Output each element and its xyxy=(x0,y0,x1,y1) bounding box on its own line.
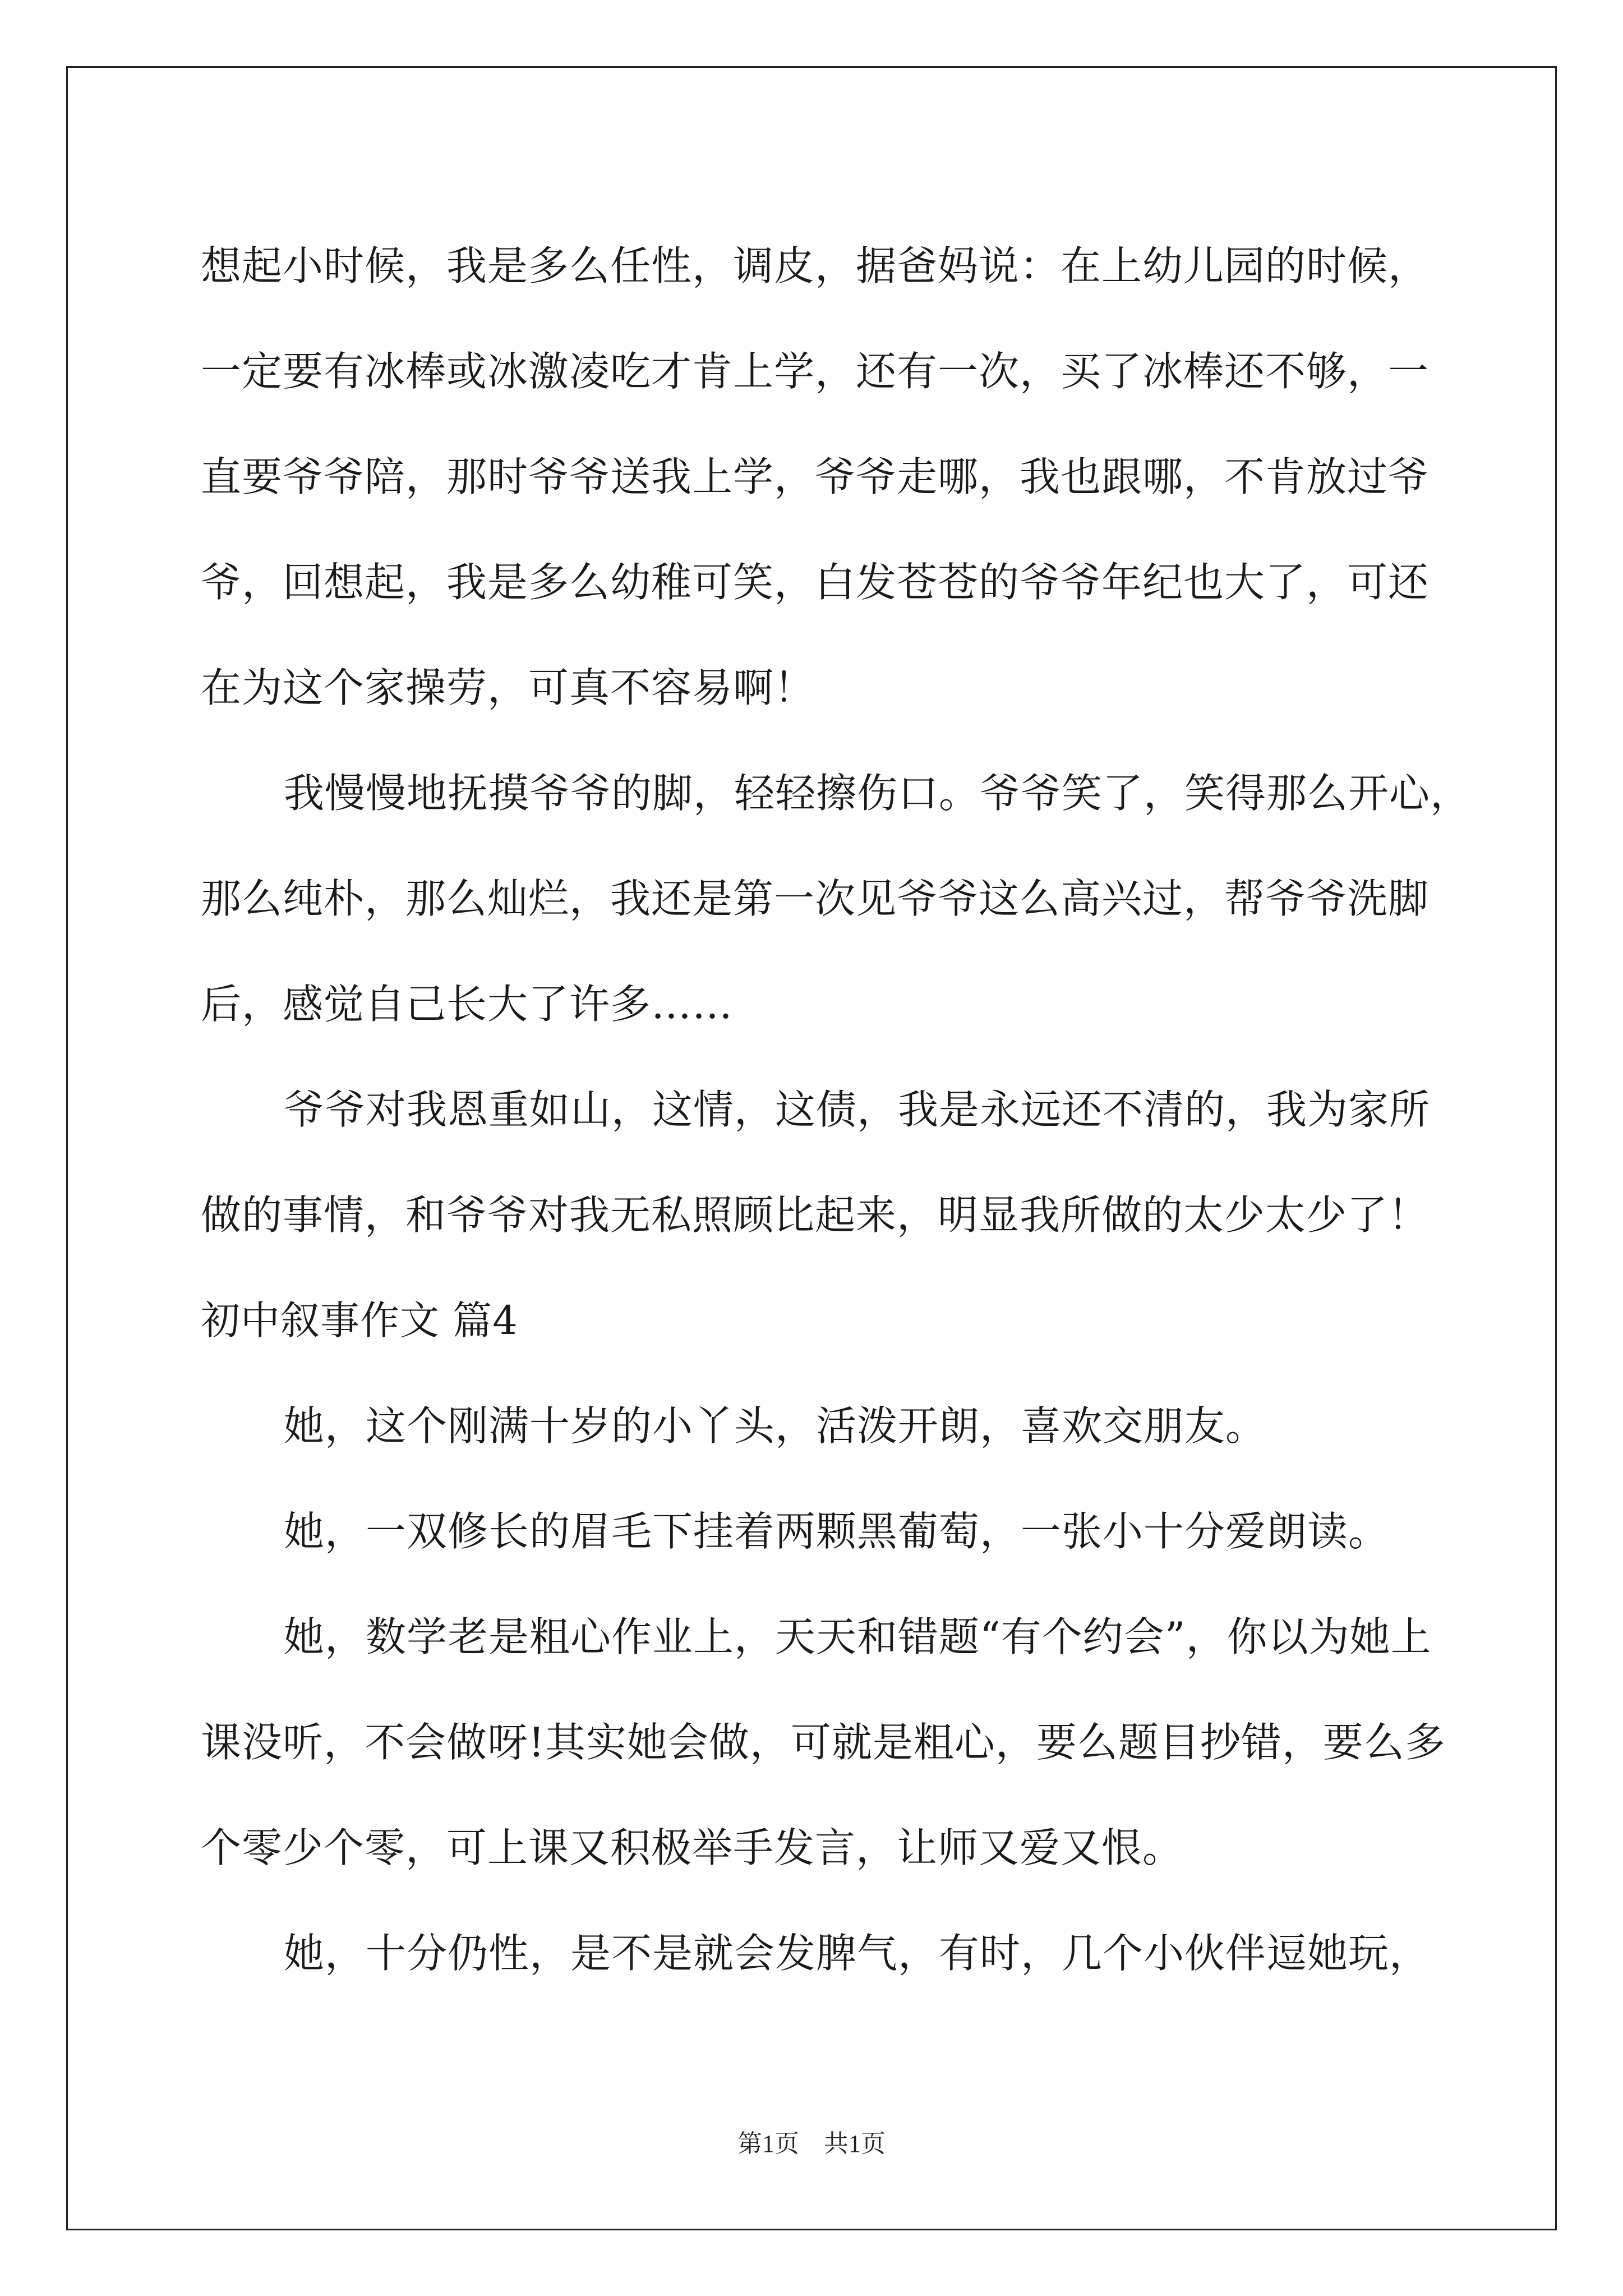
text-line: 个零少个零，可上课又积极举手发言，让师又爱又恨。 xyxy=(201,1824,1184,1871)
text-line: 她，十分仍性，是不是就会发脾气，有时，几个小伙伴逗她玩， xyxy=(284,1930,1431,1977)
section-heading: 初中叙事作文 篇4 xyxy=(201,1297,518,1343)
text-line: 那么纯朴，那么灿烂，我还是第一次见爷爷这么高兴过，帮爷爷洗脚 xyxy=(201,875,1430,922)
text-line: 我慢慢地抚摸爷爷的脚，轻轻擦伤口。爷爷笑了，笑得那么开心， xyxy=(284,770,1472,817)
document-body xyxy=(201,213,1478,2006)
text-line: 做的事情，和爷爷对我无私照顾比起来，明显我所做的太少太少了！ xyxy=(201,1191,1430,1239)
text-line: 爷，回想起，我是多么幼稚可笑，白发苍苍的爷爷年纪也大了，可还 xyxy=(201,559,1430,606)
text-line: 课没听，不会做呀!其实她会做，可就是粗心，要么题目抄错，要么多 xyxy=(201,1719,1446,1766)
text-line: 想起小时候，我是多么任性，调皮，据爸妈说：在上幼儿园的时候， xyxy=(201,242,1430,289)
text-line: 后，感觉自己长大了许多…… xyxy=(201,981,734,1028)
text-line: 爷爷对我恩重如山，这情，这债，我是永远还不清的，我为家所 xyxy=(284,1086,1431,1133)
text-line: 她，一双修长的眉毛下挂着两颗黑葡萄，一张小十分爱朗读。 xyxy=(284,1508,1390,1555)
text-line: 她，这个刚满十岁的小丫头，活泼开朗，喜欢交朋友。 xyxy=(284,1402,1267,1450)
text-line: 一定要有冰棒或冰激凌吃才肯上学，还有一次，买了冰棒还不够，一 xyxy=(201,348,1430,395)
page-footer: 第1页 共1页 xyxy=(737,2130,886,2157)
text-line: 直要爷爷陪，那时爷爷送我上学，爷爷走哪，我也跟哪，不肯放过爷 xyxy=(201,453,1430,500)
text-line: 她，数学老是粗心作业上，天天和错题“有个约会”，你以为她上 xyxy=(284,1613,1432,1660)
text-line: 在为这个家操劳，可真不容易啊！ xyxy=(201,664,815,711)
